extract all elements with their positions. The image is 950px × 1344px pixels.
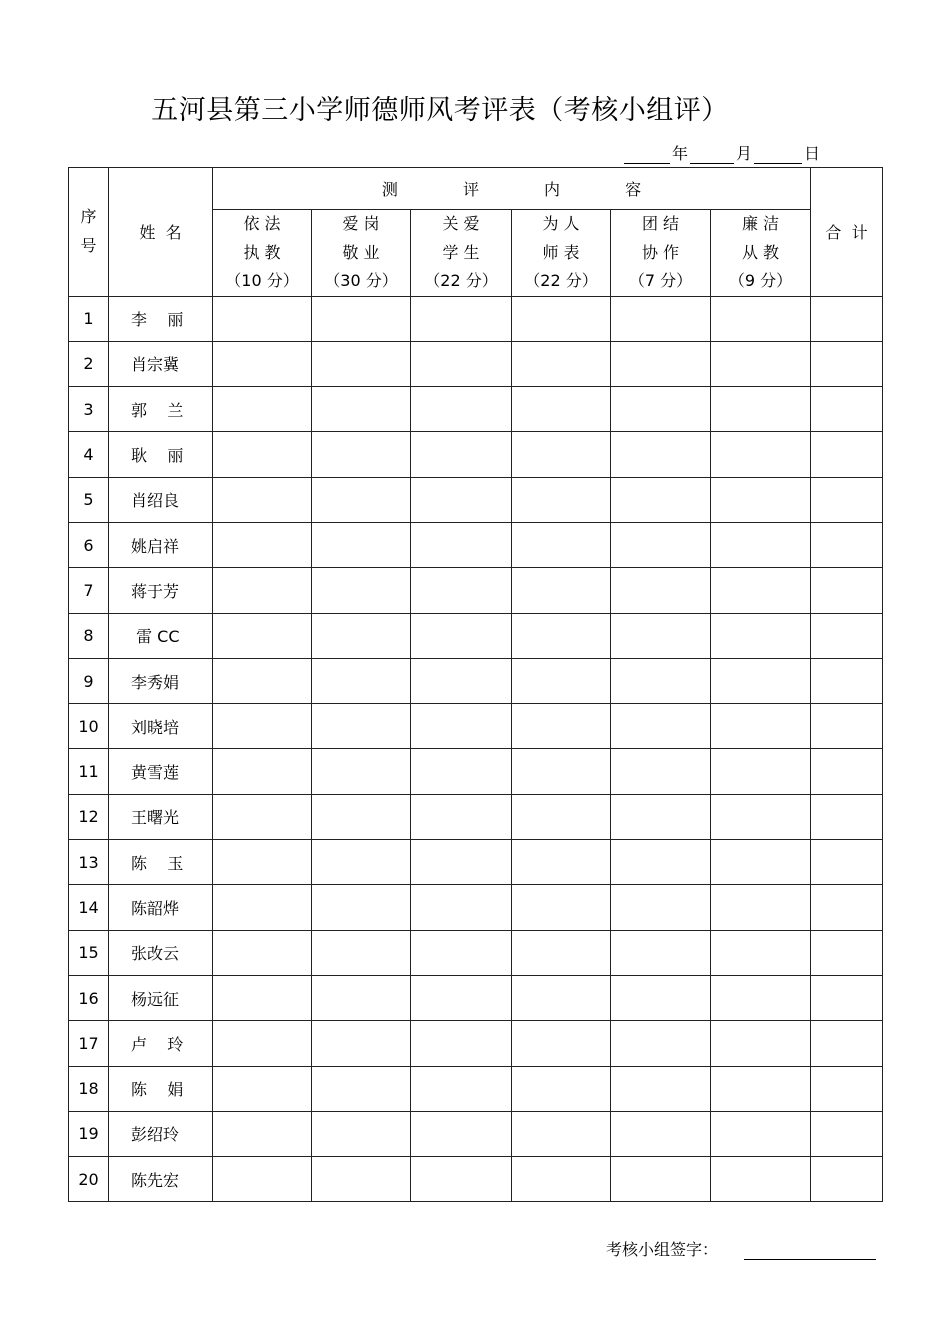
row-index: 17 (69, 1021, 109, 1066)
table-row (69, 1066, 883, 1111)
header-category-line1: 廉 洁 (741, 214, 780, 233)
score-cell[interactable] (411, 1157, 512, 1202)
table-row (69, 885, 883, 930)
row-index: 5 (69, 477, 109, 522)
score-cell[interactable] (411, 930, 512, 975)
header-category-line1: 依 法 (243, 214, 281, 233)
total-cell[interactable] (811, 794, 883, 839)
score-cell[interactable] (711, 1021, 811, 1066)
total-cell[interactable] (811, 387, 883, 432)
table-row (69, 975, 883, 1020)
year-label: 年 (671, 144, 688, 163)
signature-line[interactable] (744, 1241, 876, 1260)
score-cell[interactable] (711, 704, 811, 749)
year-blank[interactable] (624, 145, 670, 164)
score-cell[interactable] (312, 749, 411, 794)
score-cell[interactable] (512, 387, 611, 432)
score-cell[interactable] (711, 432, 811, 477)
score-cell[interactable] (512, 1157, 611, 1202)
table-row (69, 522, 883, 567)
score-cell[interactable] (512, 930, 611, 975)
score-cell[interactable] (711, 1066, 811, 1111)
row-name: 陈先宏 (109, 1157, 213, 1202)
score-cell[interactable] (411, 432, 512, 477)
score-cell[interactable] (512, 658, 611, 703)
month-blank[interactable] (690, 145, 734, 164)
score-cell[interactable] (411, 387, 512, 432)
score-cell[interactable] (213, 568, 312, 613)
header-category (512, 210, 611, 297)
score-cell[interactable] (512, 522, 611, 567)
score-cell[interactable] (512, 704, 611, 749)
score-cell[interactable] (512, 794, 611, 839)
row-name: 陈韶烨 (109, 885, 213, 930)
header-category-line2: 执 教 (243, 242, 281, 262)
row-name: 黄雪莲 (109, 749, 213, 794)
table-row (69, 387, 883, 432)
score-cell[interactable] (512, 296, 611, 341)
score-cell[interactable] (512, 341, 611, 386)
score-cell[interactable] (213, 885, 312, 930)
table-row (69, 296, 883, 341)
score-cell[interactable] (711, 568, 811, 613)
score-cell[interactable] (411, 975, 512, 1020)
score-cell[interactable] (611, 930, 711, 975)
header-category (411, 210, 512, 297)
score-cell[interactable] (512, 568, 611, 613)
score-cell[interactable] (312, 885, 411, 930)
signature-label: 考核小组签字： (606, 1240, 719, 1259)
header-category-points: （30 分） (324, 271, 398, 290)
header-category-points: （22 分） (524, 271, 598, 290)
score-cell[interactable] (512, 1021, 611, 1066)
score-cell[interactable] (411, 341, 512, 386)
total-cell[interactable] (811, 749, 883, 794)
score-cell[interactable] (411, 613, 512, 658)
score-cell[interactable] (711, 930, 811, 975)
signature-area (606, 1237, 876, 1260)
score-cell[interactable] (213, 432, 312, 477)
row-index: 9 (69, 658, 109, 703)
total-cell[interactable] (811, 704, 883, 749)
row-name: 李 丽 (109, 296, 213, 341)
total-cell[interactable] (811, 296, 883, 341)
score-cell[interactable] (711, 613, 811, 658)
day-blank[interactable] (754, 145, 802, 164)
score-cell[interactable] (711, 1111, 811, 1156)
total-cell[interactable] (811, 1157, 883, 1202)
score-cell[interactable] (312, 432, 411, 477)
score-cell[interactable] (711, 658, 811, 703)
total-cell[interactable] (811, 613, 883, 658)
score-cell[interactable] (411, 477, 512, 522)
header-category-line1: 为 人 (542, 214, 580, 233)
score-cell[interactable] (611, 794, 711, 839)
evaluation-table (68, 167, 883, 1202)
score-cell[interactable] (411, 296, 512, 341)
score-cell[interactable] (711, 296, 811, 341)
table-row (69, 477, 883, 522)
score-cell[interactable] (312, 975, 411, 1020)
score-cell[interactable] (213, 387, 312, 432)
score-cell[interactable] (312, 658, 411, 703)
total-cell[interactable] (811, 341, 883, 386)
table-row (69, 794, 883, 839)
total-cell[interactable] (811, 975, 883, 1020)
score-cell[interactable] (512, 749, 611, 794)
score-cell[interactable] (711, 387, 811, 432)
row-name: 姚启祥 (109, 522, 213, 567)
score-cell[interactable] (411, 1111, 512, 1156)
score-cell[interactable] (312, 613, 411, 658)
score-cell[interactable] (611, 341, 711, 386)
score-cell[interactable] (711, 477, 811, 522)
table-row (69, 613, 883, 658)
header-category (312, 210, 411, 297)
table-row (69, 658, 883, 703)
row-index: 2 (69, 341, 109, 386)
row-name: 肖宗冀 (109, 341, 213, 386)
header-index (69, 168, 109, 297)
score-cell[interactable] (711, 522, 811, 567)
score-cell[interactable] (611, 387, 711, 432)
score-cell[interactable] (411, 749, 512, 794)
score-cell[interactable] (312, 1021, 411, 1066)
header-content: 测 评 内 容 (213, 168, 811, 210)
row-index: 6 (69, 522, 109, 567)
header-category-line2: 师 表 (542, 242, 580, 262)
score-cell[interactable] (312, 341, 411, 386)
score-cell[interactable] (213, 477, 312, 522)
score-cell[interactable] (512, 1111, 611, 1156)
score-cell[interactable] (411, 568, 512, 613)
score-cell[interactable] (213, 1157, 312, 1202)
day-label: 日 (803, 144, 820, 163)
row-name: 卢 玲 (109, 1021, 213, 1066)
score-cell[interactable] (411, 794, 512, 839)
score-cell[interactable] (611, 749, 711, 794)
score-cell[interactable] (411, 1066, 512, 1111)
table-row (69, 930, 883, 975)
score-cell[interactable] (711, 341, 811, 386)
score-cell[interactable] (711, 975, 811, 1020)
score-cell[interactable] (611, 704, 711, 749)
score-cell[interactable] (711, 885, 811, 930)
header-index-line2: 号 (80, 235, 97, 255)
table-row (69, 1021, 883, 1066)
row-index: 14 (69, 885, 109, 930)
header-category-line2: 敬 业 (342, 242, 380, 262)
score-cell[interactable] (213, 975, 312, 1020)
total-cell[interactable] (811, 840, 883, 885)
score-cell[interactable] (213, 930, 312, 975)
score-cell[interactable] (611, 296, 711, 341)
score-cell[interactable] (312, 477, 411, 522)
score-cell[interactable] (411, 840, 512, 885)
score-cell[interactable] (312, 704, 411, 749)
row-index: 3 (69, 387, 109, 432)
row-index: 12 (69, 794, 109, 839)
score-cell[interactable] (312, 1066, 411, 1111)
score-cell[interactable] (213, 1021, 312, 1066)
table-row (69, 840, 883, 885)
score-cell[interactable] (512, 885, 611, 930)
score-cell[interactable] (213, 613, 312, 658)
row-name: 雷 CC (109, 613, 213, 658)
score-cell[interactable] (213, 749, 312, 794)
table-row (69, 432, 883, 477)
total-cell[interactable] (811, 432, 883, 477)
header-category-points: （7 分） (628, 271, 693, 290)
header-category-line2: 从 教 (741, 242, 780, 262)
score-cell[interactable] (611, 568, 711, 613)
score-cell[interactable] (411, 1021, 512, 1066)
score-cell[interactable] (611, 1157, 711, 1202)
row-index: 15 (69, 930, 109, 975)
score-cell[interactable] (411, 885, 512, 930)
score-cell[interactable] (213, 704, 312, 749)
score-cell[interactable] (312, 387, 411, 432)
score-cell[interactable] (711, 840, 811, 885)
row-index: 13 (69, 840, 109, 885)
score-cell[interactable] (213, 1111, 312, 1156)
total-cell[interactable] (811, 658, 883, 703)
score-cell[interactable] (312, 930, 411, 975)
total-cell[interactable] (811, 1111, 883, 1156)
row-index: 8 (69, 613, 109, 658)
header-category (611, 210, 711, 297)
row-name: 彭绍玲 (109, 1111, 213, 1156)
score-cell[interactable] (312, 1111, 411, 1156)
header-total: 合 计 (811, 168, 883, 297)
row-name: 陈 玉 (109, 840, 213, 885)
score-cell[interactable] (611, 1111, 711, 1156)
row-index: 19 (69, 1111, 109, 1156)
row-index: 20 (69, 1157, 109, 1202)
row-name: 蒋于芳 (109, 568, 213, 613)
header-category (711, 210, 811, 297)
score-cell[interactable] (711, 749, 811, 794)
score-cell[interactable] (213, 341, 312, 386)
row-name: 陈 娟 (109, 1066, 213, 1111)
score-cell[interactable] (512, 432, 611, 477)
total-cell[interactable] (811, 568, 883, 613)
date-line (624, 141, 822, 164)
score-cell[interactable] (213, 840, 312, 885)
page-title: 五河县第三小学师德师风考评表（考核小组评） (151, 95, 729, 126)
score-cell[interactable] (611, 613, 711, 658)
header-name: 姓 名 (109, 168, 213, 297)
header-category-line1: 团 结 (641, 214, 680, 233)
score-cell[interactable] (711, 794, 811, 839)
score-cell[interactable] (611, 658, 711, 703)
row-name: 耿 丽 (109, 432, 213, 477)
score-cell[interactable] (611, 1066, 711, 1111)
table-row (69, 1111, 883, 1156)
month-label: 月 (735, 144, 752, 163)
row-index: 16 (69, 975, 109, 1020)
table-row (69, 749, 883, 794)
row-name: 王曙光 (109, 794, 213, 839)
row-index: 11 (69, 749, 109, 794)
total-cell[interactable] (811, 1066, 883, 1111)
score-cell[interactable] (512, 1066, 611, 1111)
score-cell[interactable] (711, 1157, 811, 1202)
table-row (69, 704, 883, 749)
score-cell[interactable] (213, 1066, 312, 1111)
score-cell[interactable] (411, 704, 512, 749)
header-index-line1: 序 (80, 207, 97, 227)
row-index: 18 (69, 1066, 109, 1111)
score-cell[interactable] (411, 658, 512, 703)
total-cell[interactable] (811, 1021, 883, 1066)
score-cell[interactable] (611, 975, 711, 1020)
row-name: 张改云 (109, 930, 213, 975)
score-cell[interactable] (312, 1157, 411, 1202)
total-cell[interactable] (811, 885, 883, 930)
row-index: 4 (69, 432, 109, 477)
total-cell[interactable] (811, 522, 883, 567)
score-cell[interactable] (312, 296, 411, 341)
row-name: 杨远征 (109, 975, 213, 1020)
score-cell[interactable] (312, 568, 411, 613)
header-category-points: （9 分） (728, 271, 793, 290)
score-cell[interactable] (512, 840, 611, 885)
score-cell[interactable] (611, 477, 711, 522)
score-cell[interactable] (512, 477, 611, 522)
row-name: 刘晓培 (109, 704, 213, 749)
score-cell[interactable] (512, 613, 611, 658)
score-cell[interactable] (611, 840, 711, 885)
header-category (213, 210, 312, 297)
score-cell[interactable] (611, 885, 711, 930)
score-cell[interactable] (512, 975, 611, 1020)
row-name: 李秀娟 (109, 658, 213, 703)
header-category-line1: 关 爱 (442, 214, 480, 233)
total-cell[interactable] (811, 477, 883, 522)
header-category-points: （22 分） (424, 271, 498, 290)
score-cell[interactable] (312, 840, 411, 885)
row-name: 郭 兰 (109, 387, 213, 432)
score-cell[interactable] (411, 522, 512, 567)
score-cell[interactable] (312, 794, 411, 839)
header-category-line2: 学 生 (442, 242, 480, 262)
table-row (69, 341, 883, 386)
row-name: 肖绍良 (109, 477, 213, 522)
row-index: 10 (69, 704, 109, 749)
header-category-points: （10 分） (225, 271, 299, 290)
row-index: 1 (69, 296, 109, 341)
score-cell[interactable] (213, 658, 312, 703)
score-cell[interactable] (312, 522, 411, 567)
header-category-line2: 协 作 (641, 242, 680, 262)
total-cell[interactable] (811, 930, 883, 975)
row-index: 7 (69, 568, 109, 613)
table-row (69, 1157, 883, 1202)
score-cell[interactable] (213, 522, 312, 567)
score-cell[interactable] (213, 296, 312, 341)
score-cell[interactable] (611, 1021, 711, 1066)
table-row (69, 568, 883, 613)
score-cell[interactable] (213, 794, 312, 839)
header-category-line1: 爱 岗 (342, 214, 380, 233)
score-cell[interactable] (611, 432, 711, 477)
score-cell[interactable] (611, 522, 711, 567)
